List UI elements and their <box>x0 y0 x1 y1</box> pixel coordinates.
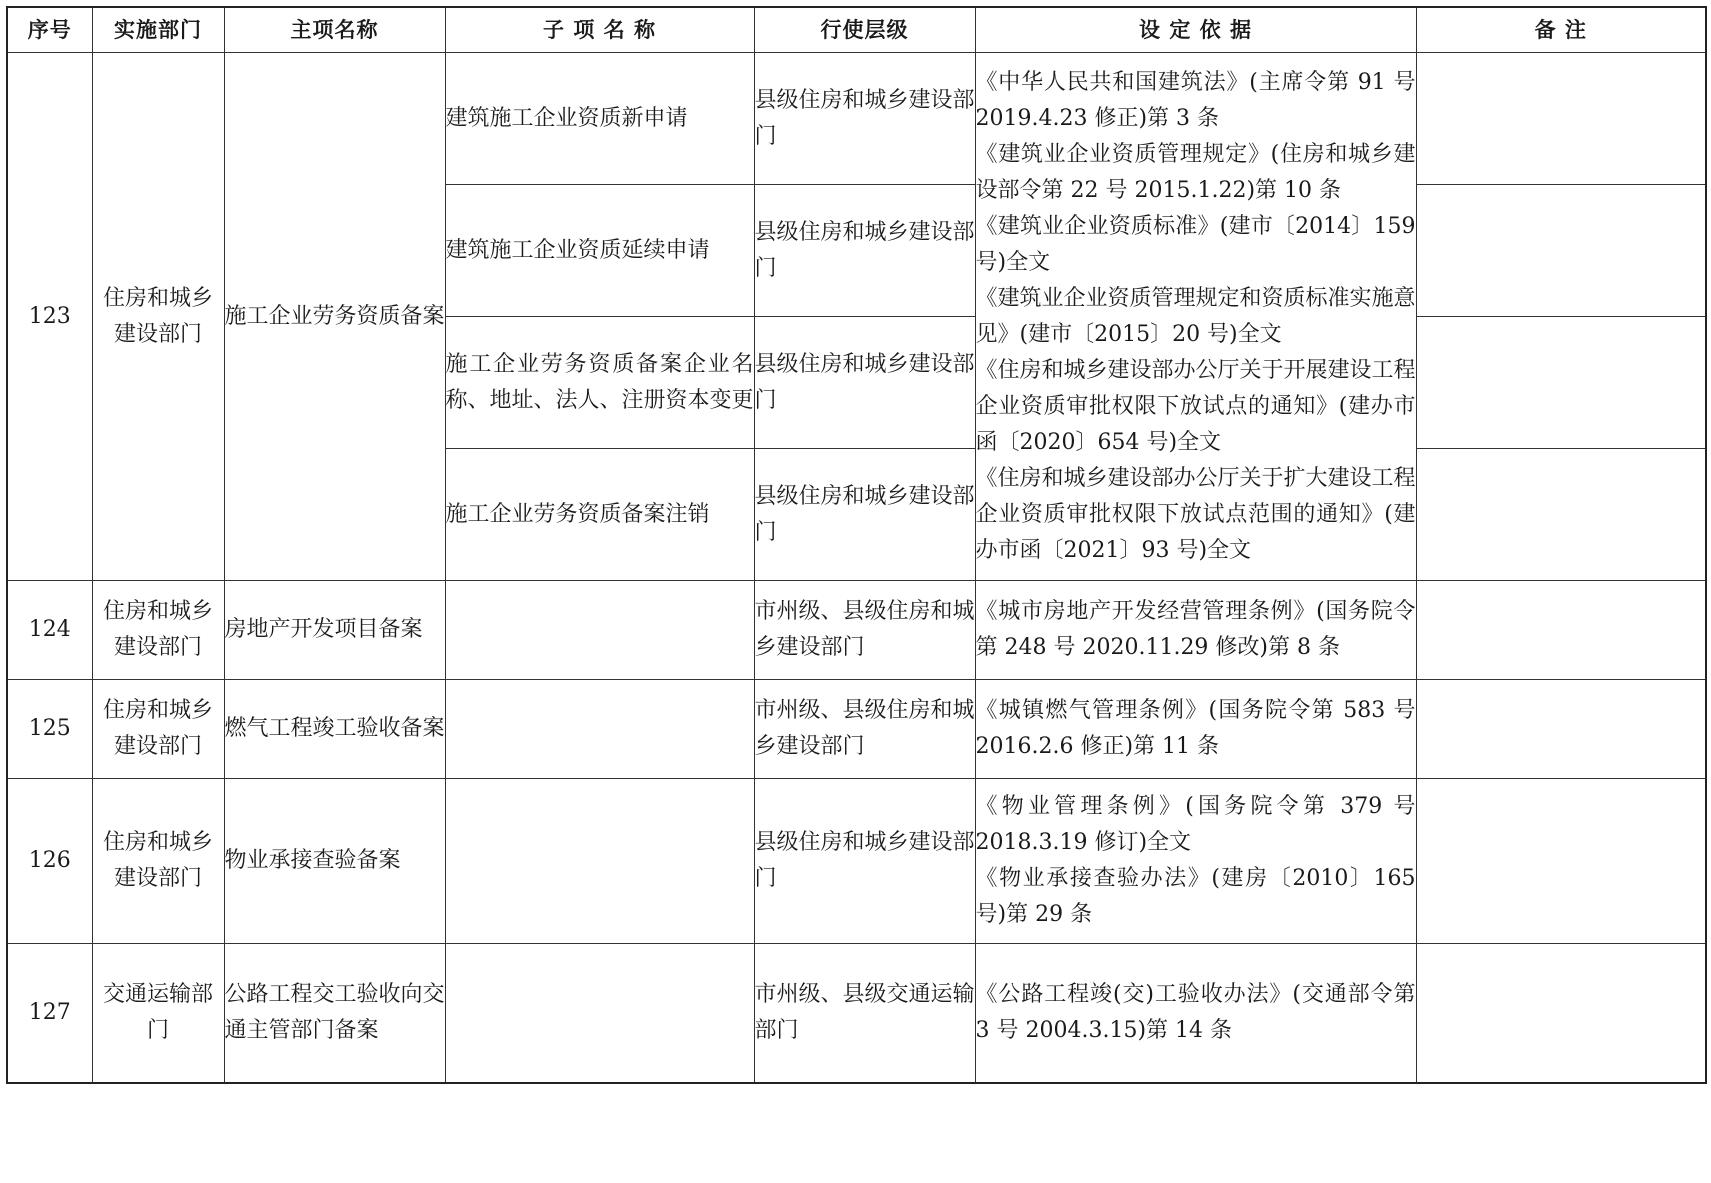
table-row <box>7 779 1706 944</box>
row-sub-item <box>445 581 754 680</box>
basis-citation: 《建筑业企业资质标准》(建市〔2014〕159 号)全文 <box>975 213 1416 275</box>
row-level: 县级住房和城乡建设部门 <box>754 779 975 944</box>
administrative-filing-table <box>6 6 1707 1084</box>
header-department: 实施部门 <box>92 7 224 53</box>
header-level: 行使层级 <box>754 7 975 53</box>
table-row <box>7 581 1706 680</box>
row-remarks <box>1416 449 1706 581</box>
row-main-item: 施工企业劳务资质备案 <box>224 53 445 581</box>
header-basis: 设 定 依 据 <box>975 7 1416 53</box>
row-remarks <box>1416 53 1706 185</box>
row-index: 125 <box>7 680 92 779</box>
row-department: 住房和城乡建设部门 <box>92 680 224 779</box>
basis-citation: 《建筑业企业资质管理规定》(住房和城乡建设部令第 22 号 2015.1.22)第 10 条 <box>975 141 1416 203</box>
row-level: 市州级、县级住房和城乡建设部门 <box>754 680 975 779</box>
row-basis: 《城市房地产开发经营管理条例》(国务院令第 248 号 2020.11.29 修改)第 8 条 <box>975 581 1416 680</box>
row-basis <box>975 779 1416 944</box>
row-index: 126 <box>7 779 92 944</box>
row-sub-item <box>445 779 754 944</box>
row-department: 住房和城乡建设部门 <box>92 581 224 680</box>
basis-citation: 《中华人民共和国建筑法》(主席令第 91 号 2019.4.23 修正)第 3 条 <box>975 69 1416 131</box>
basis-citation: 《住房和城乡建设部办公厅关于开展建设工程企业资质审批权限下放试点的通知》(建办市函〔2020〕654 号)全文 <box>975 357 1416 455</box>
row-sub-item: 施工企业劳务资质备案注销 <box>445 449 754 581</box>
row-remarks <box>1416 680 1706 779</box>
header-sub-item: 子 项 名 称 <box>445 7 754 53</box>
basis-citation: 《建筑业企业资质管理规定和资质标准实施意见》(建市〔2015〕20 号)全文 <box>975 285 1416 347</box>
table-row <box>7 53 1706 185</box>
row-department: 住房和城乡建设部门 <box>92 53 224 581</box>
row-remarks <box>1416 944 1706 1083</box>
row-basis: 《城镇燃气管理条例》(国务院令第 583 号 2016.2.6 修正)第 11 条 <box>975 680 1416 779</box>
row-department: 交通运输部门 <box>92 944 224 1083</box>
row-basis <box>975 53 1416 581</box>
row-basis: 《公路工程竣(交)工验收办法》(交通部令第 3 号 2004.3.15)第 14 条 <box>975 944 1416 1083</box>
header-remarks: 备 注 <box>1416 7 1706 53</box>
row-index: 124 <box>7 581 92 680</box>
row-sub-item: 施工企业劳务资质备案企业名称、地址、法人、注册资本变更 <box>445 317 754 449</box>
row-remarks <box>1416 317 1706 449</box>
row-level: 市州级、县级住房和城乡建设部门 <box>754 581 975 680</box>
regulation-table-page <box>6 6 1705 1084</box>
row-remarks <box>1416 779 1706 944</box>
row-level: 县级住房和城乡建设部门 <box>754 185 975 317</box>
basis-citation: 《物业管理条例》(国务院令第 379 号 2018.3.19 修订)全文 <box>975 794 1416 855</box>
row-level: 县级住房和城乡建设部门 <box>754 317 975 449</box>
table-header-row <box>7 7 1706 53</box>
row-main-item: 公路工程交工验收向交通主管部门备案 <box>224 944 445 1083</box>
basis-citation: 《物业承接查验办法》(建房〔2010〕165 号)第 29 条 <box>975 866 1416 927</box>
row-sub-item <box>445 680 754 779</box>
table-row <box>7 680 1706 779</box>
row-main-item: 物业承接查验备案 <box>224 779 445 944</box>
row-index: 127 <box>7 944 92 1083</box>
row-level: 县级住房和城乡建设部门 <box>754 53 975 185</box>
row-level: 县级住房和城乡建设部门 <box>754 449 975 581</box>
table-row <box>7 944 1706 1083</box>
row-remarks <box>1416 581 1706 680</box>
row-level: 市州级、县级交通运输部门 <box>754 944 975 1083</box>
row-sub-item: 建筑施工企业资质延续申请 <box>445 185 754 317</box>
row-remarks <box>1416 185 1706 317</box>
row-department: 住房和城乡建设部门 <box>92 779 224 944</box>
row-main-item: 燃气工程竣工验收备案 <box>224 680 445 779</box>
row-index: 123 <box>7 53 92 581</box>
header-index: 序号 <box>7 7 92 53</box>
header-main-item: 主项名称 <box>224 7 445 53</box>
row-sub-item: 建筑施工企业资质新申请 <box>445 53 754 185</box>
row-main-item: 房地产开发项目备案 <box>224 581 445 680</box>
basis-citation: 《住房和城乡建设部办公厅关于扩大建设工程企业资质审批权限下放试点范围的通知》(建办市函〔2021〕93 号)全文 <box>975 465 1416 563</box>
row-sub-item <box>445 944 754 1083</box>
